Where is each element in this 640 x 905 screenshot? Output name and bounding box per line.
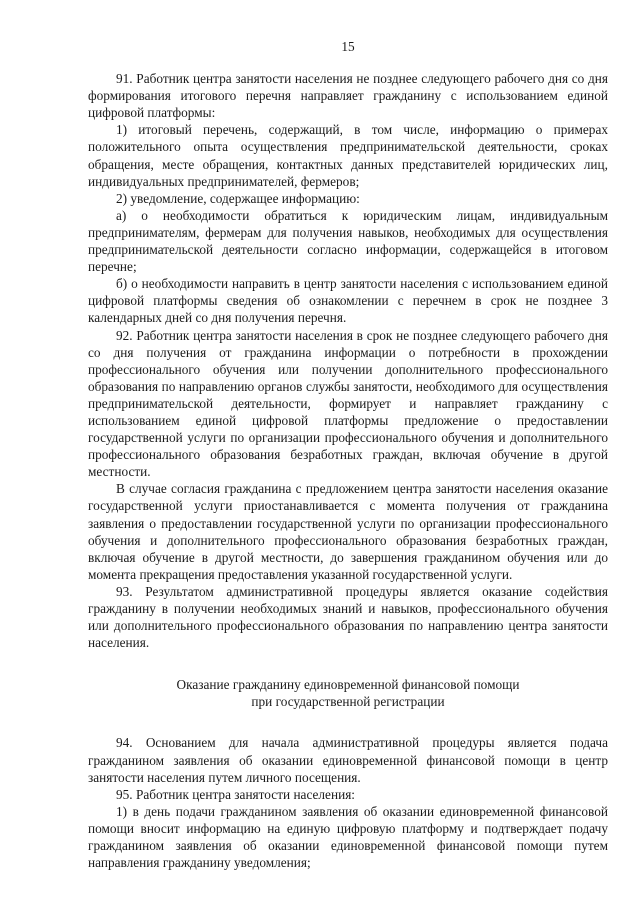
section-heading-line-1: Оказание гражданину единовременной финансовой помощи xyxy=(176,677,520,693)
page-number: 15 xyxy=(341,39,355,54)
section-heading xyxy=(88,676,608,710)
paragraph-91-item-2b: б) о необходимости направить в центр занятости населения с использованием единой цифровой платформы сведения об ознакомлении с перечнем в срок не позднее 3 календарных дней со дня получения перечня. xyxy=(88,276,608,326)
paragraph-91-item-1: 1) итоговый перечень, содержащий, в том числе, информацию о примерах положительного опыта осуществления предпринимательской деятельности, сроках обращения, месте обращения, контактных данных представителей юридических лиц, индивидуальных предпринимателей, фермеров; xyxy=(88,122,608,189)
paragraph-92: 92. Работник центра занятости населения в срок не позднее следующего рабочего дня со дня получения от гражданина информации о потребности в прохождении профессионального обучения или получении дополнительного профессионального образования по направлению органов службы занятости, необходимого для осуществления предпринимательской деятельности, формирует и направляет гражданину с использованием единой цифровой платформы предложение о предоставлении государственной услуги по организации профессионального обучения и дополнительного профессионального образования безработных граждан, включая обучение в другой местности. xyxy=(88,327,608,480)
paragraph-95: 95. Работник центра занятости населения: xyxy=(116,786,356,802)
paragraph-94: 94. Основанием для начала административной процедуры является подача гражданином заявления об оказании единовременной финансовой помощи в центр занятости населения путем личного посещения. xyxy=(88,735,608,785)
paragraph-95-item-1: 1) в день подачи гражданином заявления об оказании единовременной финансовой помощи вносит информацию на единую цифровую платформу и подтверждает подачу гражданином заявления об оказании единовременной финансовой помощи путем направления гражданину уведомления; xyxy=(88,803,608,871)
paragraph-93: 93. Результатом административной процедуры является оказание содействия гражданину в получении необходимых знаний и навыков, профессионального обучения или дополнительного профессионального образования по направлению центра занятости населения. xyxy=(88,583,608,651)
paragraph-91: 91. Работник центра занятости населения не позднее следующего рабочего дня со дня формирования итогового перечня направляет гражданину с использованием единой цифровой платформы: xyxy=(88,71,608,121)
paragraph-92-consent: В случае согласия гражданина с предложением центра занятости населения оказание государственной услуги приостанавливается с момента получения от гражданина заявления о предоставлении государственной услуги по организации профессионального обучения и дополнительного профессионального образования безработных граждан, включая обучение в другой местности, до завершения гражданином обучения или до момента прекращения предоставления указанной государственной услуги. xyxy=(88,481,608,582)
section-heading-line-2: при государственной регистрации xyxy=(251,694,445,710)
paragraph-91-item-2: 2) уведомление, содержащее информацию: xyxy=(116,190,360,206)
body-before-heading xyxy=(88,70,608,651)
body-after-heading xyxy=(88,734,608,871)
paragraph-91-item-2a: а) о необходимости обратиться к юридическим лицам, индивидуальным предпринимателям, фермерам для получения навыков, необходимых для осуществления предпринимательской деятельности согласно информации, содержащейся в итоговом перечне; xyxy=(88,207,608,275)
